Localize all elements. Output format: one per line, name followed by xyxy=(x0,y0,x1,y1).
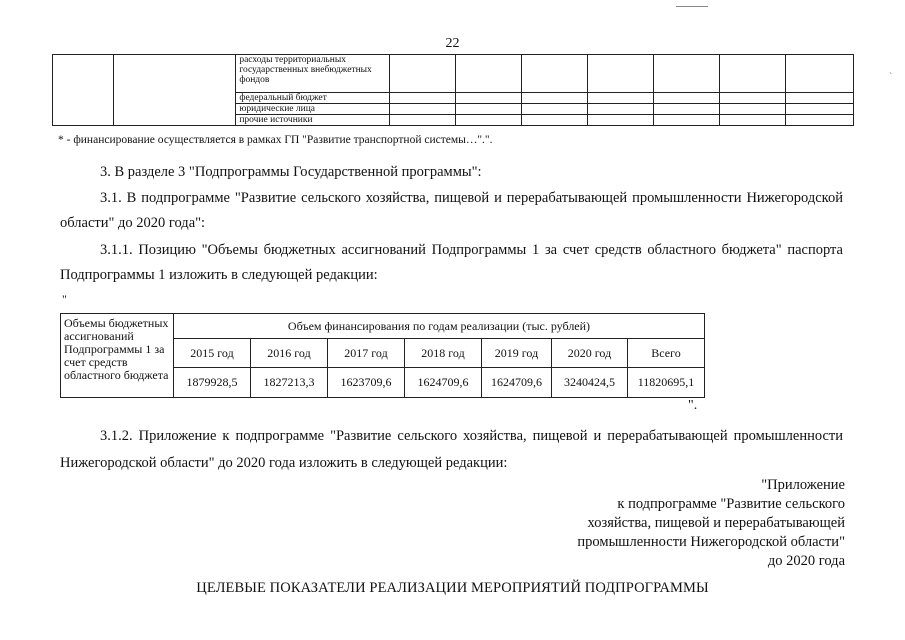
appendix-line: промышленности Нижегородской области" xyxy=(577,534,845,550)
row-label: расходы территориальных государственных внебюджетных фондов xyxy=(236,55,389,93)
column-header: 2015 год xyxy=(174,339,251,368)
table-cell: 3240424,5 xyxy=(552,368,628,398)
close-quote: ". xyxy=(688,398,698,413)
table-cell: 1879928,5 xyxy=(174,368,251,398)
appendix-line: до 2020 года xyxy=(767,553,845,569)
position-paragraph: 3.1.1. Позицию "Объемы бюджетных ассигнований Подпрограммы 1 за счет средств областного бюджета" паспорта Подпрограммы 1 изложить в следующей редакции: xyxy=(60,242,843,283)
appendix-line: "Приложение xyxy=(761,477,845,493)
footnote: * - финансирование осуществляется в рамках ГП "Развитие транспортной системы…".". xyxy=(58,134,493,146)
appendix-line: к подпрограмме "Развитие сельского xyxy=(617,496,845,512)
table-cell: 1624709,6 xyxy=(482,368,552,398)
column-header: 2017 год xyxy=(328,339,405,368)
row-label: федеральный бюджет xyxy=(236,93,389,104)
column-header: Всего xyxy=(628,339,705,368)
table-row xyxy=(53,55,854,93)
appendix-caption xyxy=(577,476,845,571)
page-number: 22 xyxy=(445,36,460,51)
funding-sources-table xyxy=(52,54,854,126)
scan-mark: ` xyxy=(889,72,893,83)
column-header: 2018 год xyxy=(405,339,482,368)
scan-mark-line xyxy=(676,6,708,7)
table-cell: 1827213,3 xyxy=(251,368,328,398)
subsection-paragraph: 3.1. В подпрограмме "Развитие сельского хозяйства, пищевой и перерабатывающей промышленности Нижегородской области" до 2020 года": xyxy=(60,190,843,231)
open-quote: " xyxy=(62,292,67,306)
row-label: прочие источники xyxy=(236,115,389,126)
row-header: Объемы бюджетных ассигнований Подпрограммы 1 за счет средств областного бюджета xyxy=(61,314,174,398)
group-header: Объем финансирования по годам реализации (тыс. рублей) xyxy=(174,314,705,339)
column-header: 2020 год xyxy=(552,339,628,368)
column-header: 2016 год xyxy=(251,339,328,368)
appendix-paragraph: 3.1.2. Приложение к подпрограмме "Развитие сельского хозяйства, пищевой и перерабатывающей промышленности Нижегородской области" до 2020 года изложить в следующей редакции: xyxy=(60,428,843,471)
row-label: юридические лица xyxy=(236,104,389,115)
column-header: 2019 год xyxy=(482,339,552,368)
financing-table xyxy=(60,313,705,398)
appendix-line: хозяйства, пищевой и перерабатывающей xyxy=(587,515,845,531)
table-cell: 11820695,1 xyxy=(628,368,705,398)
section-paragraph: 3. В разделе 3 "Подпрограммы Государственной программы": xyxy=(100,164,482,180)
section-heading: ЦЕЛЕВЫЕ ПОКАЗАТЕЛИ РЕАЛИЗАЦИИ МЕРОПРИЯТИЙ ПОДПРОГРАММЫ xyxy=(196,580,709,596)
table-cell: 1623709,6 xyxy=(328,368,405,398)
table-row xyxy=(61,314,705,339)
table-cell: 1624709,6 xyxy=(405,368,482,398)
